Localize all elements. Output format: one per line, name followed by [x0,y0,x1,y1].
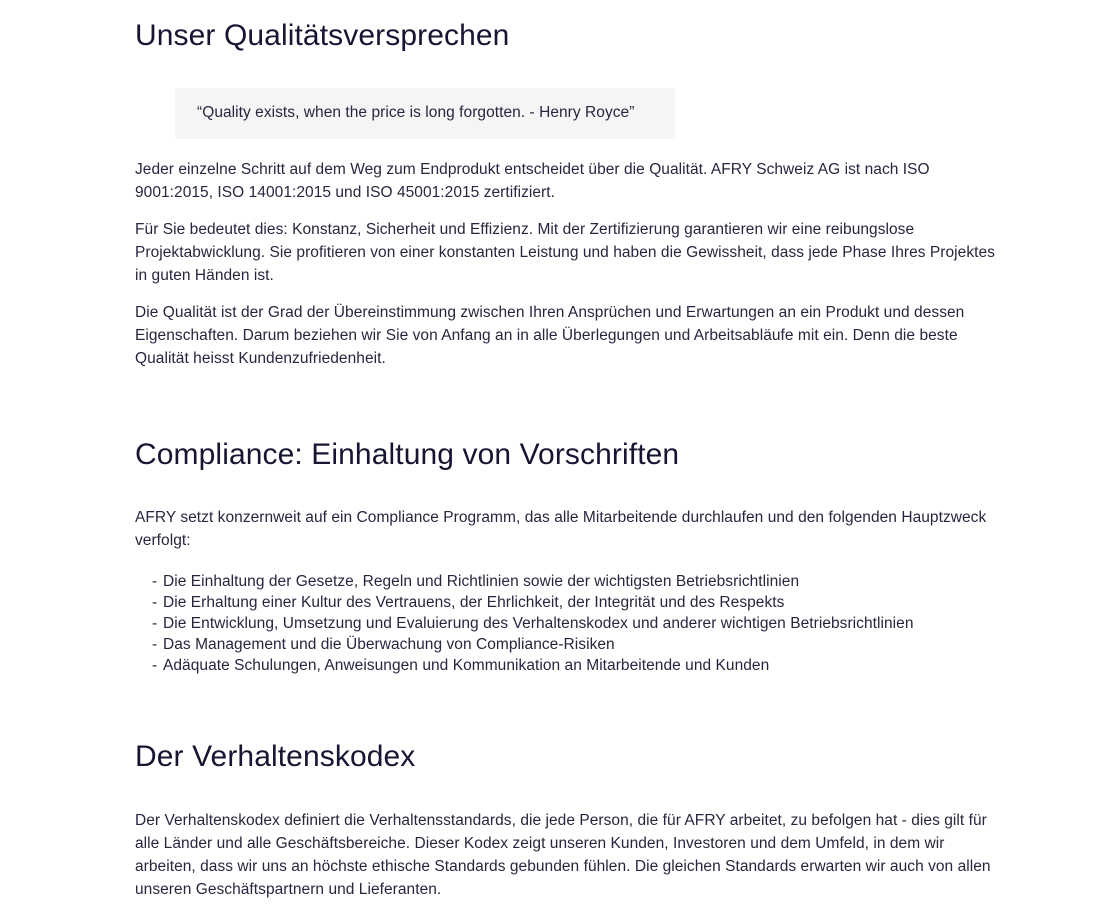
compliance-purpose-list [135,571,995,676]
list-item-label: Die Einhaltung der Gesetze, Regeln und Richtlinien sowie der wichtigsten Betriebsrichtlinien [163,573,800,591]
dash-bullet-icon: - [152,594,158,612]
list-item-label: Die Entwicklung, Umsetzung und Evaluierung des Verhaltenskodex und anderer wichtigen Betriebsrichtlinien [163,615,914,633]
list-item [152,634,995,655]
pull-quote-text: “Quality exists, when the price is long forgotten. - Henry Royce” [197,103,635,121]
list-item [152,571,995,592]
list-item [152,613,995,634]
document-content [135,0,995,911]
dash-bullet-icon: - [152,573,158,591]
paragraph: Jeder einzelne Schritt auf dem Weg zum Endprodukt entscheidet über die Qualität. AFRY Schweiz AG ist nach ISO 9001:2015, ISO 14001:2015 und ISO 45001:2015 zertifiziert. [135,160,930,201]
list-item-label: Adäquate Schulungen, Anweisungen und Kommunikation an Mitarbeitende und Kunden [163,657,770,675]
section-heading-compliance: Compliance: Einhaltung von Vorschriften [135,437,680,471]
dash-bullet-icon: - [152,657,158,675]
dash-bullet-icon: - [152,636,158,654]
section-heading-verhaltenskodex: Der Verhaltenskodex [135,740,416,774]
paragraph: Für Sie bedeutet dies: Konstanz, Sicherheit und Effizienz. Mit der Zertifizierung garantieren wir eine reibungslose Projektabwicklung. Sie profitieren von einer konstanten Leistung und haben die Gewissheit, dass jede Phase Ihres Projektes in guten Händen ist. [135,220,995,284]
bottom-spacer [135,901,995,911]
paragraph: Der Verhaltenskodex definiert die Verhaltensstandards, die jede Person, die für AFRY arbeitet, zu befolgen hat - dies gilt für alle Länder und alle Geschäftsbereiche. Dieser Kodex zeigt unseren Kunden, Investoren und dem Umfeld, in dem wir arbeiten, dass wir uns an höchste ethische Standards gebunden fühlen. Die gleichen Standards erwarten wir auch von allen unseren Geschäftspartnern und Lieferanten. [135,811,991,898]
list-item-label: Die Erhaltung einer Kultur des Vertrauens, der Ehrlichkeit, der Integrität und des Respekts [163,594,785,612]
list-item-label: Das Management und die Überwachung von Compliance-Risiken [163,636,615,654]
dash-bullet-icon: - [152,615,158,633]
list-item [152,592,995,613]
paragraph: Die Qualität ist der Grad der Übereinstimmung zwischen Ihren Ansprüchen und Erwartungen an ein Produkt und dessen Eigenschaften. Darum beziehen wir Sie von Anfang an in alle Überlegungen und Arbeitsabläufe mit ein. Denn die beste Qualität heisst Kundenzufriedenheit. [135,303,965,367]
pull-quote [175,88,675,139]
page-title: Unser Qualitätsversprechen [135,19,510,52]
paragraph: AFRY setzt konzernweit auf ein Compliance Programm, das alle Mitarbeitende durchlaufen und den folgenden Hauptzweck verfolgt: [135,509,987,550]
list-item [152,655,995,676]
